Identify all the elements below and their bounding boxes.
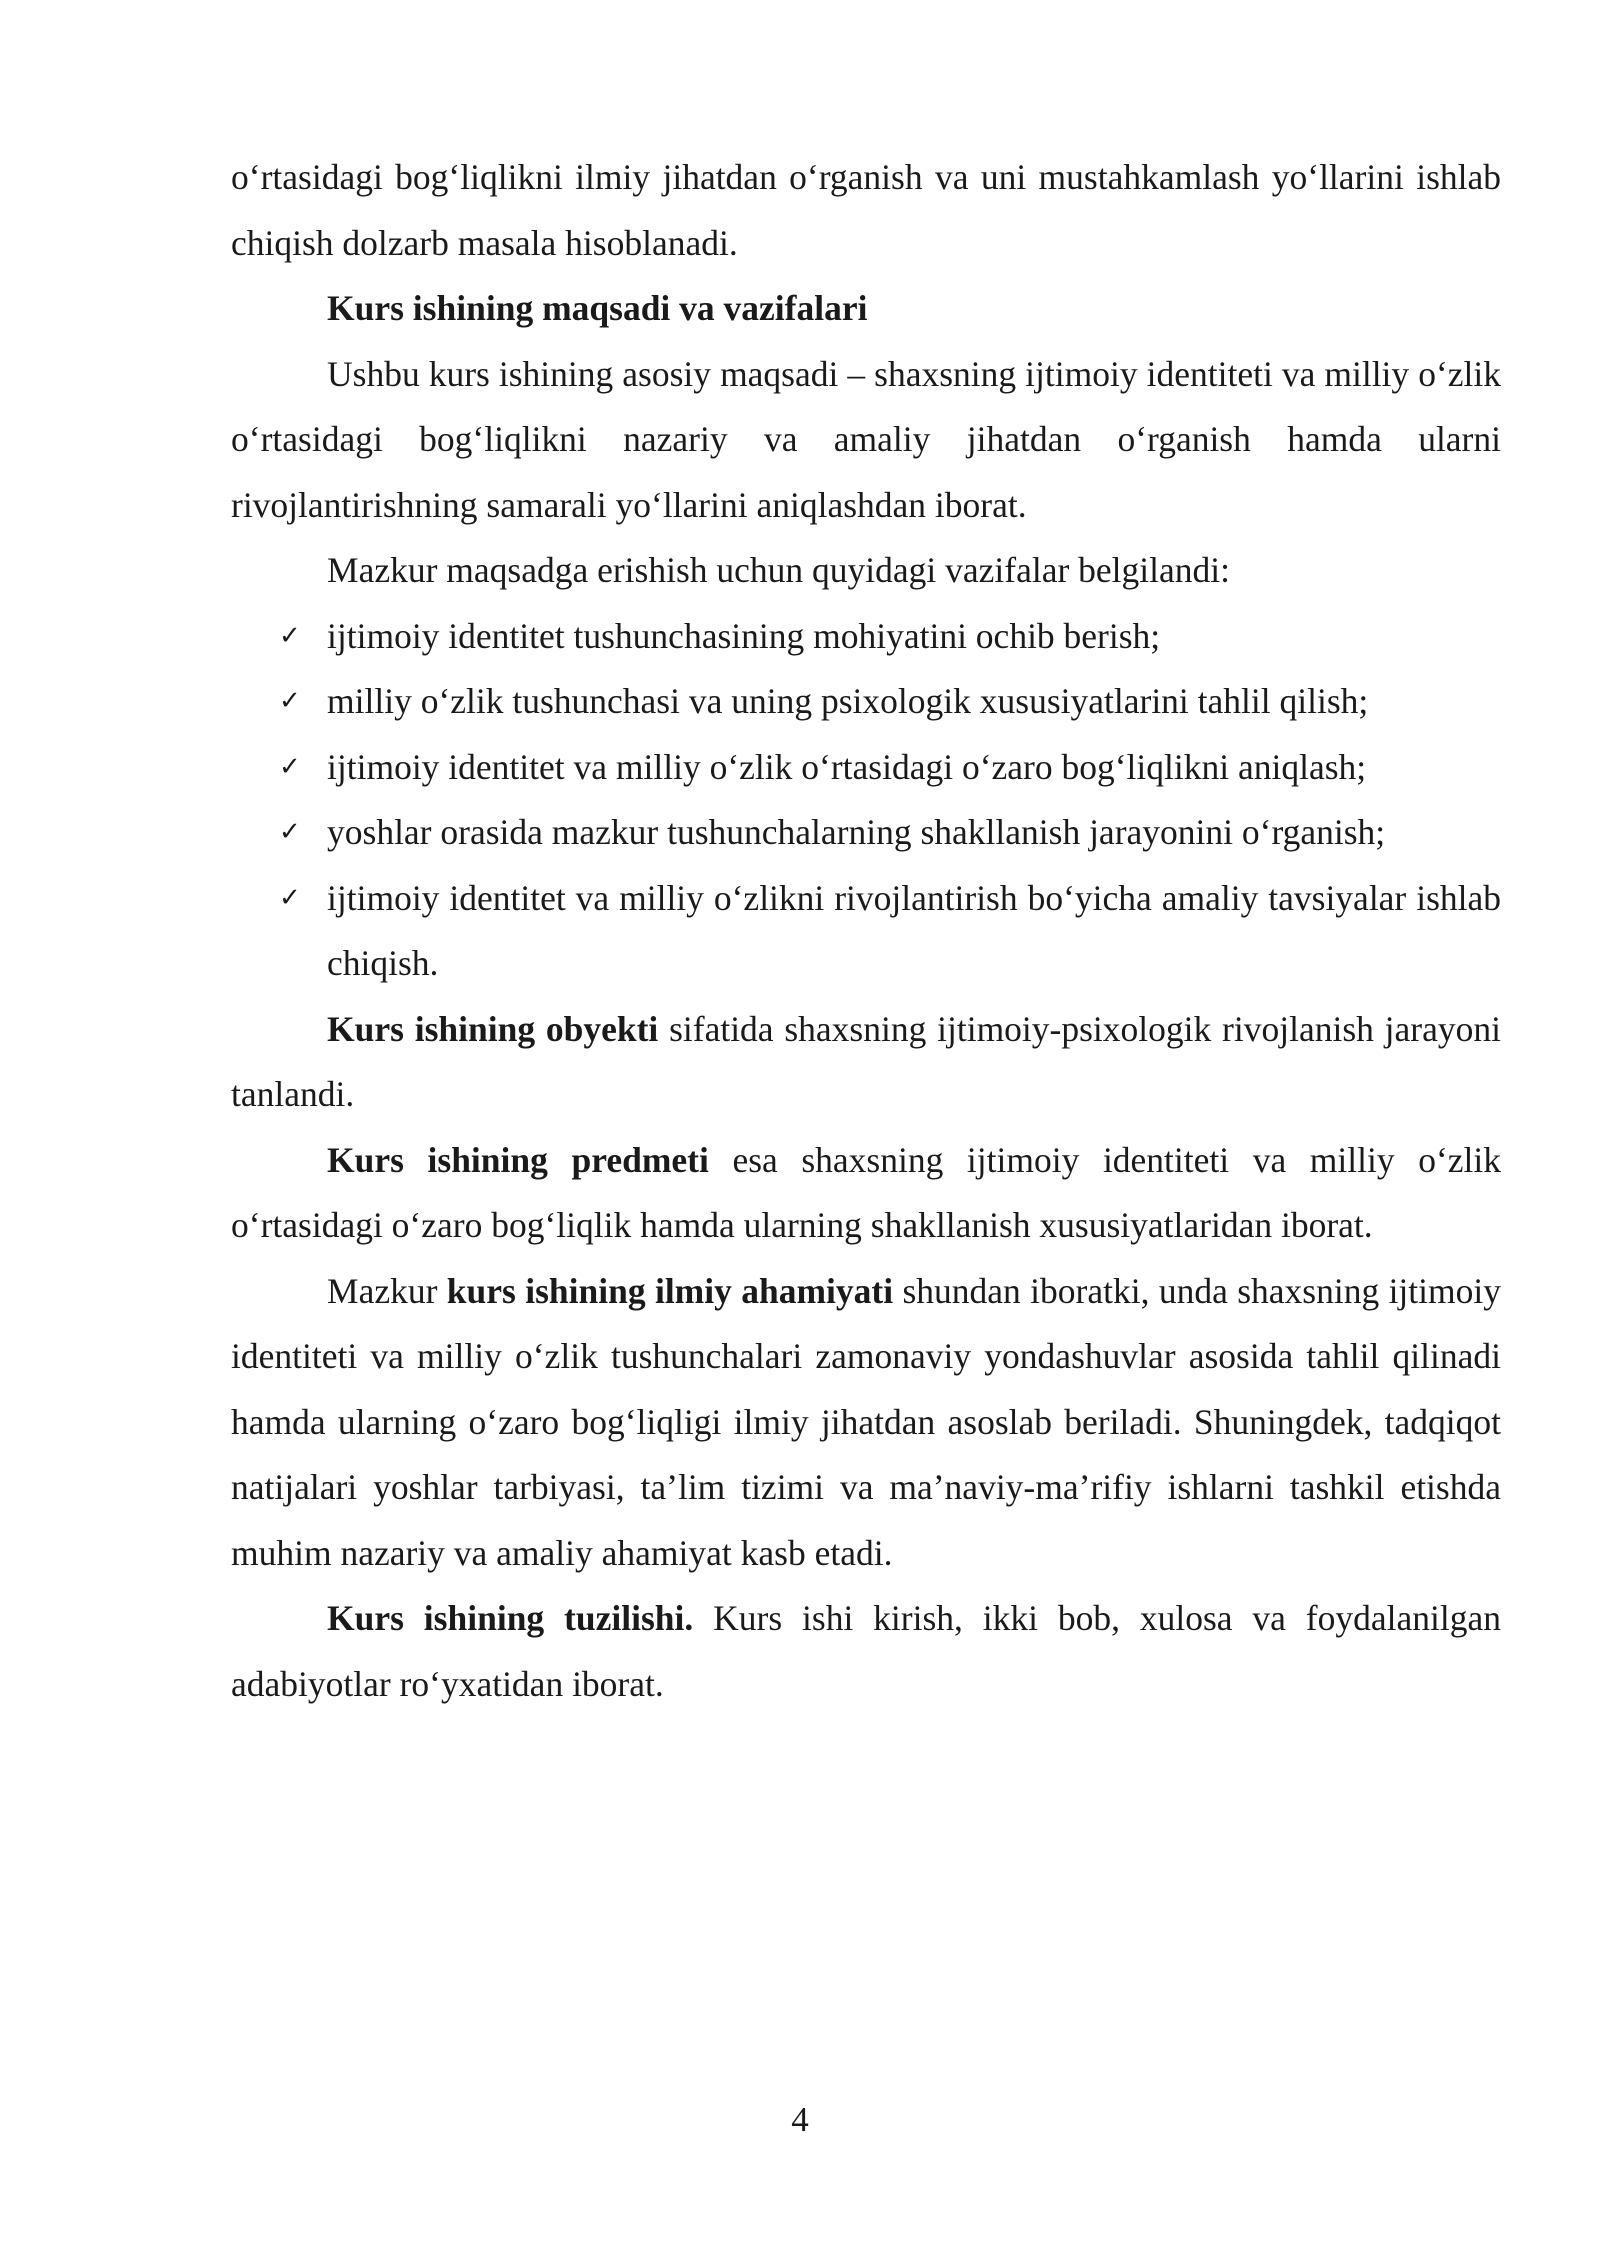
task-text: milliy o‘zlik tushunchasi va uning psixologik xususiyatlarini tahlil qilish; — [327, 681, 1369, 721]
task-text: yoshlar orasida mazkur tushunchalarning shakllanish jarayonini o‘rganish; — [327, 812, 1386, 852]
paragraph-object — [231, 997, 1501, 1128]
subject-text: esa shaxsning ijtimoiy identiteti va milliy o‘zlik o‘rtasidagi o‘zaro bog‘liqlik hamda ularning shakllanish xususiyatlaridan iborat. — [231, 1139, 1502, 1245]
tasks-list — [231, 604, 1501, 997]
checkmark-icon: ✓ — [279, 882, 301, 913]
subject-label: Kurs ishining predmeti — [327, 1139, 709, 1180]
object-text: sifatida shaxsning ijtimoiy-psixologik rivojlanish jarayoni tanlandi. — [231, 1008, 1501, 1114]
paragraph-continuation: o‘rtasidagi bog‘liqlikni ilmiy jihatdan o‘rganish va uni mustahkamlash yo‘llarini ishlab chiqish dolzarb masala hisoblanadi. — [231, 157, 1501, 263]
task-text: ijtimoiy identitet va milliy o‘zlikni rivojlantirish bo‘yicha amaliy tavsiyalar ishlab chiqish. — [327, 877, 1501, 983]
task-text: ijtimoiy identitet va milliy o‘zlik o‘rtasidagi o‘zaro bog‘liqlikni aniqlash; — [327, 746, 1367, 787]
section-heading-goals: Kurs ishining maqsadi va vazifalari — [327, 288, 868, 328]
significance-text: shundan iboratki, unda shaxsning ijtimoiy identiteti va milliy o‘zlik tushunchalari zamonaviy yondashuvlar asosida tahlil qilinadi hamda ularning o‘zaro bog‘liqligi ilmiy jihatdan asoslab beriladi. Shuningdek, tadqiqot natijalari yoshlar tarbiyasi, ta’lim tizimi va ma’naviy-ma’rifiy ishlarni tashkil etishda muhim nazariy va amaliy ahamiyat kasb etadi. — [231, 1270, 1501, 1573]
checkmark-icon: ✓ — [279, 751, 301, 782]
significance-label: kurs ishining ilmiy ahamiyati — [446, 1270, 894, 1311]
paragraph-significance — [231, 1259, 1501, 1587]
task-text: ijtimoiy identitet tushunchasining mohiyatini ochib berish; — [327, 615, 1161, 656]
checkmark-icon: ✓ — [279, 817, 301, 847]
page-number: 4 — [791, 2100, 809, 2139]
tasks-intro: Mazkur maqsadga erishish uchun quyidagi vazifalar belgilandi: — [327, 550, 1230, 590]
document-body — [231, 145, 1501, 1717]
significance-pre: Mazkur — [327, 1270, 447, 1311]
object-label: Kurs ishining obyekti — [327, 1008, 659, 1049]
paragraph-goal: Ushbu kurs ishining asosiy maqsadi – shaxsning ijtimoiy identiteti va milliy o‘zlik o‘rtasidagi bog‘liqlikni nazariy va amaliy jihatdan o‘rganish hamda ularni rivojlantirishning samarali yo‘llarini aniqlashdan iborat. — [231, 353, 1501, 525]
paragraph-subject — [231, 1128, 1501, 1259]
checkmark-icon: ✓ — [279, 686, 301, 716]
task-item — [231, 866, 1501, 997]
task-item — [231, 604, 1501, 670]
task-item — [231, 735, 1501, 801]
task-item — [231, 669, 1501, 735]
structure-label: Kurs ishining tuzilishi. — [327, 1598, 694, 1638]
task-item — [231, 800, 1501, 866]
paragraph-structure — [231, 1586, 1501, 1717]
structure-text: Kurs ishi kirish, ikki bob, xulosa va foydalanilgan adabiyotlar ro‘yxatidan iborat. — [231, 1598, 1501, 1704]
checkmark-icon: ✓ — [279, 620, 301, 651]
